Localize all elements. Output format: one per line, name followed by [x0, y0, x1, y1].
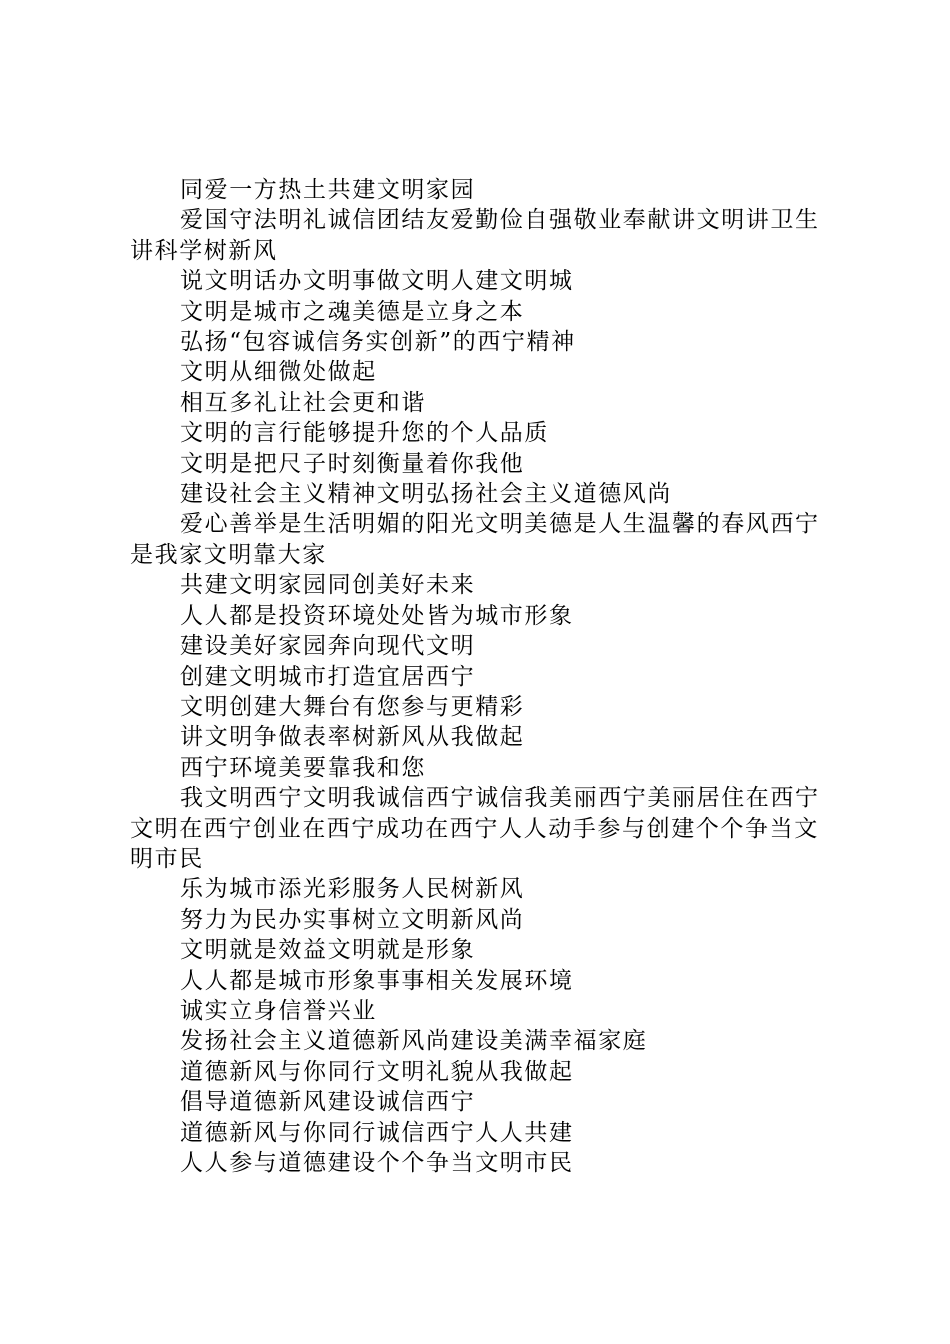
paragraph: 文明从细微处做起 — [180, 359, 377, 386]
paragraph: 讲文明争做表率树新风从我做起 — [180, 724, 525, 751]
paragraph: 西宁环境美要靠我和您 — [180, 754, 426, 781]
paragraph: 人人都是投资环境处处皆为城市形象 — [180, 602, 574, 629]
paragraph: 爱心善举是生活明媚的阳光文明美德是人生温馨的春风西宁是我家文明靠大家 — [130, 511, 820, 568]
paragraph: 人人都是城市形象事事相关发展环境 — [180, 967, 574, 994]
paragraph: 同爱一方热土共建文明家园 — [180, 177, 476, 203]
paragraph: 道德新风与你同行文明礼貌从我做起 — [180, 1058, 574, 1085]
paragraph: 我文明西宁文明我诚信西宁诚信我美丽西宁美丽居住在西宁文明在西宁创业在西宁成功在西宁人人动手参与创建个个争当文明市民 — [130, 785, 820, 872]
paragraph: 弘扬“包容诚信务实创新”的西宁精神 — [180, 329, 576, 356]
paragraph: 倡导道德新风建设诚信西宁 — [180, 1089, 476, 1116]
paragraph: 文明的言行能够提升您的个人品质 — [180, 420, 549, 447]
paragraph: 人人参与道德建设个个争当文明市民 — [180, 1150, 574, 1176]
paragraph: 文明创建大舞台有您参与更精彩 — [180, 693, 525, 720]
paragraph: 说文明话办文明事做文明人建文明城 — [180, 268, 574, 295]
paragraph: 乐为城市添光彩服务人民树新风 — [180, 876, 525, 903]
paragraph: 努力为民办实事树立文明新风尚 — [180, 906, 525, 933]
paragraph: 文明就是效益文明就是形象 — [180, 937, 476, 964]
paragraph: 文明是把尺子时刻衡量着你我他 — [180, 450, 525, 477]
paragraph: 创建文明城市打造宜居西宁 — [180, 663, 476, 690]
paragraph: 建设社会主义精神文明弘扬社会主义道德风尚 — [180, 481, 672, 508]
paragraph: 诚实立身信誉兴业 — [180, 997, 377, 1024]
paragraph: 爱国守法明礼诚信团结友爱勤俭自强敬业奉献讲文明讲卫生讲科学树新风 — [130, 207, 820, 264]
paragraph: 相互多礼让社会更和谐 — [180, 389, 426, 416]
paragraph: 发扬社会主义道德新风尚建设美满幸福家庭 — [180, 1028, 648, 1055]
paragraph: 共建文明家园同创美好未来 — [180, 572, 476, 599]
paragraph: 建设美好家园奔向现代文明 — [180, 633, 476, 660]
document-body — [130, 175, 832, 1178]
paragraph: 道德新风与你同行诚信西宁人人共建 — [180, 1119, 574, 1146]
paragraph: 文明是城市之魂美德是立身之本 — [180, 298, 525, 325]
